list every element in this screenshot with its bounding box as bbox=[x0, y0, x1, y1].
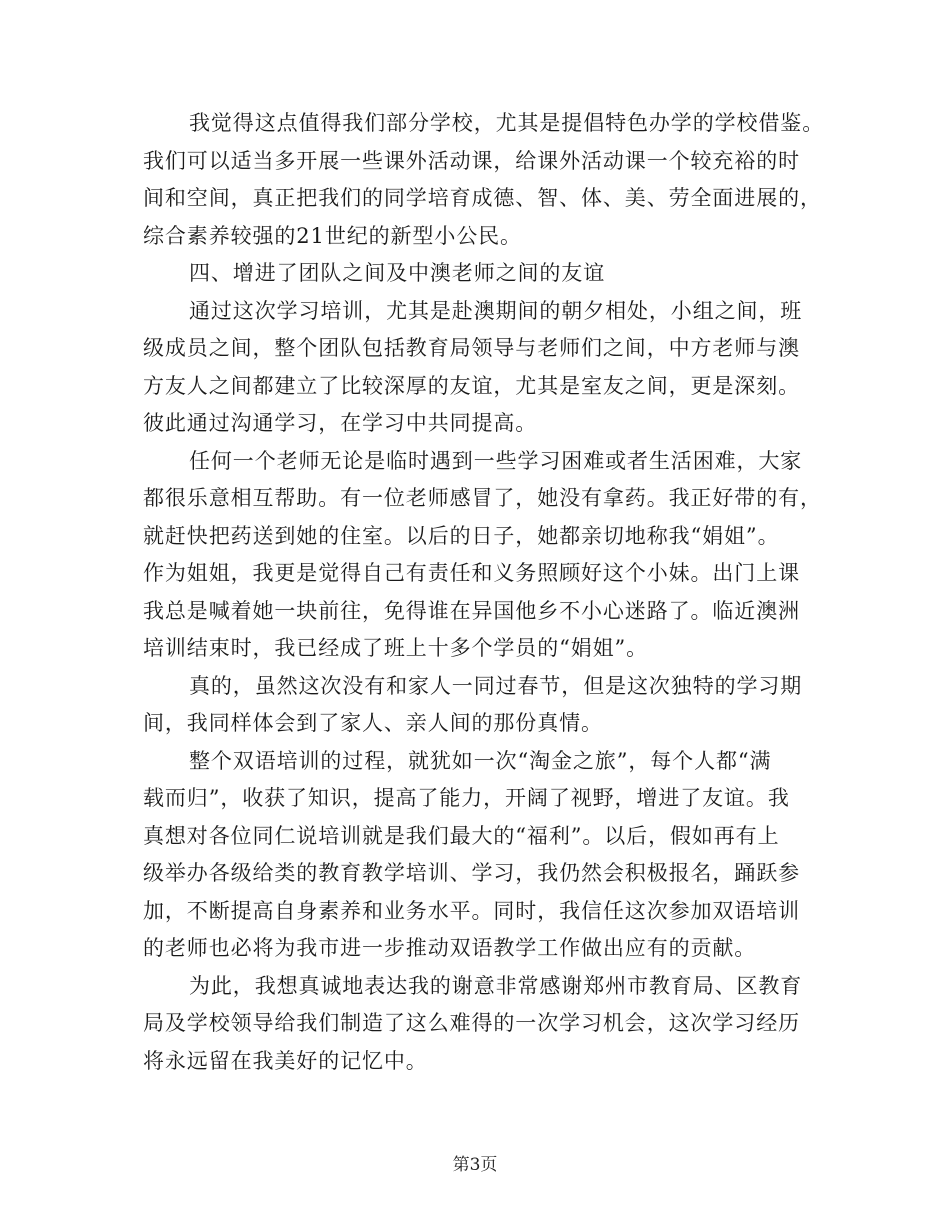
paragraph bbox=[143, 293, 823, 443]
section-heading bbox=[143, 255, 823, 293]
text-line: 间和空间，真正把我们的同学培育成德、智、体、美、劳全面进展的， bbox=[143, 186, 822, 210]
text-line: 四、增进了团队之间及中澳老师之间的友谊 bbox=[189, 261, 606, 285]
paragraph bbox=[143, 105, 823, 255]
page-number: 第3页 bbox=[452, 1155, 498, 1175]
document-body bbox=[143, 105, 823, 1080]
text-line: 真想对各位同仁说培训就是我们最大的“福利”。以后，假如再有上 bbox=[143, 823, 780, 848]
text-line: 局及学校领导给我们制造了这么难得的一次学习机会，这次学习经历 bbox=[143, 1011, 800, 1035]
text-line: 的老师也必将为我市进一步推动双语教学工作做出应有的贡献。 bbox=[143, 936, 757, 960]
text-line: 培训结束时，我已经成了班上十多个学员的“娟姐”。 bbox=[143, 636, 649, 660]
paragraph bbox=[143, 968, 823, 1081]
text-line: 级举办各级给类的教育教学培训、学习，我仍然会积极报名，踊跃参 bbox=[143, 861, 800, 885]
paragraph bbox=[143, 743, 823, 968]
text-line: 我总是喊着她一块前往，免得谁在异国他乡不小心迷路了。临近澳洲 bbox=[143, 598, 800, 623]
text-line: 就赶快把药送到她的住室。以后的日子，她都亲切地称我“娟姐”。 bbox=[143, 523, 780, 548]
text-line: 作为姐姐，我更是觉得自己有责任和义务照顾好这个小妹。出门上课 bbox=[143, 561, 800, 585]
text-line: 级成员之间，整个团队包括教育局领导与老师们之间，中方老师与澳 bbox=[143, 336, 800, 360]
text-line: 我们可以适当多开展一些课外活动课，给课外活动课一个较充裕的时 bbox=[143, 148, 800, 173]
paragraph bbox=[143, 668, 823, 743]
text-line: 整个双语培训的过程，就犹如一次“淘金之旅”，每个人都“满 bbox=[189, 748, 772, 773]
text-line: 间，我同样体会到了家人、亲人间的那份真情。 bbox=[143, 711, 603, 735]
text-line: 载而归”，收获了知识，提高了能力，开阔了视野，增进了友谊。我 bbox=[143, 786, 790, 810]
text-line: 为此，我想真诚地表达我的谢意非常感谢郑州市教育局、区教育 bbox=[189, 973, 803, 998]
text-line: 方友人之间都建立了比较深厚的友谊，尤其是室友之间，更是深刻。 bbox=[143, 373, 800, 398]
text-line: 综合素养较强的21世纪的新型小公民。 bbox=[143, 223, 522, 248]
text-line: 任何一个老师无论是临时遇到一些学习困难或者生活困难，大家 bbox=[189, 448, 803, 473]
text-line: 我觉得这点值得我们部分学校，尤其是提倡特色办学的学校借鉴。 bbox=[189, 111, 825, 135]
text-line: 都很乐意相互帮助。有一位老师感冒了，她没有拿药。我正好带的有， bbox=[143, 486, 822, 510]
text-line: 彼此通过沟通学习，在学习中共同提高。 bbox=[143, 411, 538, 435]
paragraph bbox=[143, 443, 823, 668]
text-line: 将永远留在我美好的记忆中。 bbox=[143, 1048, 428, 1073]
text-line: 加，不断提高自身素养和业务水平。同时，我信任这次参加双语培训 bbox=[143, 898, 800, 923]
text-line: 通过这次学习培训，尤其是赴澳期间的朝夕相处，小组之间，班 bbox=[189, 298, 803, 323]
text-line: 真的，虽然这次没有和家人一同过春节，但是这次独特的学习期 bbox=[189, 673, 803, 698]
